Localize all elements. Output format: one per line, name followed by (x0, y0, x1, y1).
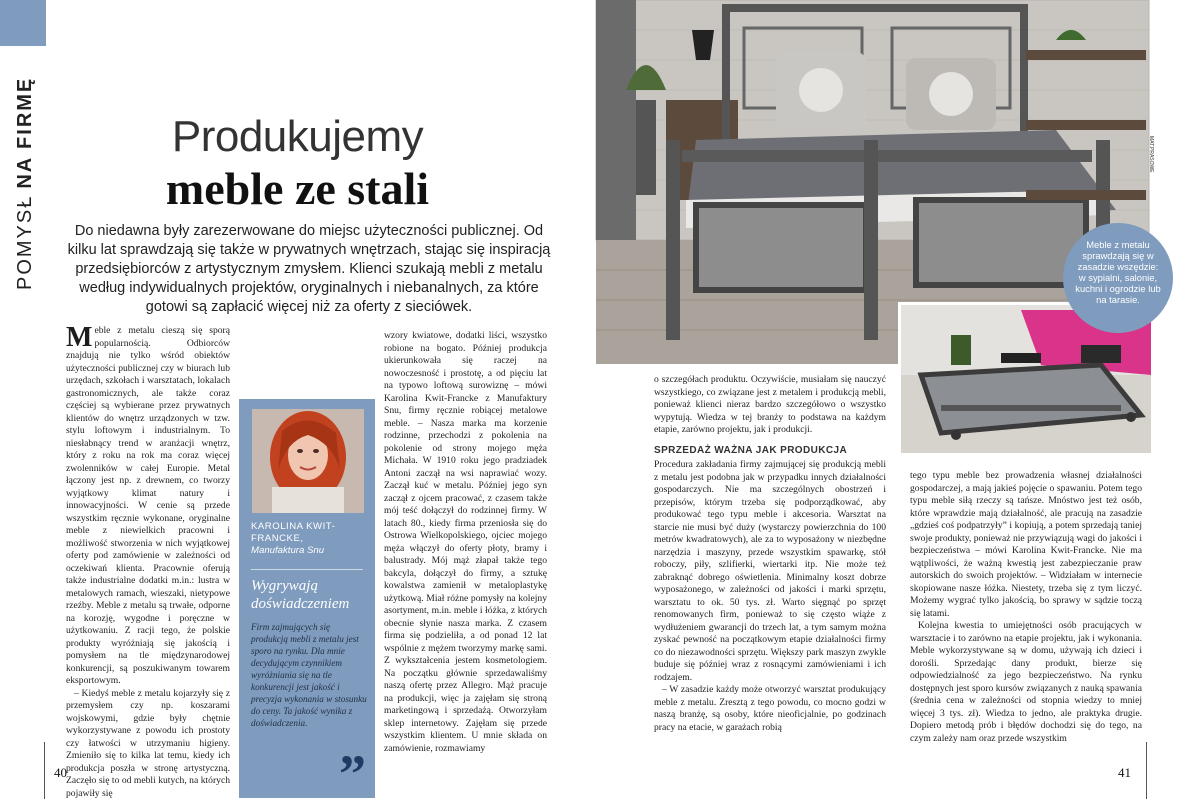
column-1-text-2: – Kiedyś meble z metalu kojarzyły się z przemysłem czy np. koszarami wojskowymi, gdzie były chętnie wykorzystywane z powodu ich prostoty czy łatwości w utrzymaniu higieny. Zmieniło się to kilka lat temu, kiedy ich produkcja poszła w stronę artystyczną. Zaczęło się to od mebli kutych, na których pojawiły się (66, 687, 230, 799)
quote-mark-icon: ” (339, 744, 366, 804)
section-tab-part1: POMYSŁ (14, 194, 36, 290)
person-name: KAROLINA KWIT-FRANCKE, (251, 521, 336, 544)
caption-badge: Meble z metalu sprawdzają się w zasadzie wszędzie: w sypialni, salonie, kuchni i ogrodzie lub na tarasie. (1063, 223, 1173, 333)
column-1-text: eble z metalu cieszą się sporą popularnością. Odbiorców znajdują nie tylko wśród obiektów użyteczności publicznej czy w biurach lub urzędach, szkołach i warsztatach, lokalach gastronomicznych, ale także coraz częściej są wybierane przez prywatnych klientów do wnętrz urządzonych w tzw. stylu loftowym i industrialnym. To niesłabnący trend w aranżacji wnętrz, który z roku na rok ma coraz więcej zwolenników w całej Europie. Metal łączony jest np. z drewnem, co tworzy wyjątkowy klimat natury i innowacyjności. W cenie są przede wszystkim ręcznie wykonane, oryginalne meble z niewielkich pracowni i możliwość stworzenia w nich wyjątkowej oferty pod zamówienie w zależności od oczekiwań klienta. Pracownie oferują także industrialne dodatki m.in.: lustra w metalowych ramach, wieszaki, nietypowe rzeźby. Meble z metalu są trwałe, odporne na korozję, wygodne i poręczne w użytkowaniu. Z racji tego, że polskie produkty wyróżniają się jakością i pomysłem na tle międzynarodowej konkurencji, są poszukiwanym towarem eksportowym. (66, 325, 230, 686)
right-page (596, 0, 1191, 799)
portrait-photo (252, 409, 364, 513)
section-heading: SPRZEDAŻ WAŻNA JAK PRODUKCJA (654, 444, 848, 456)
left-page (0, 0, 595, 804)
section-tab-part2: NA FIRMĘ (14, 76, 36, 189)
quote-body: Firm zajmujących się produkcją mebli z metalu jest sporo na rynku. Dla mnie decydującym czynnikiem wyróżniania się na tle konkurencji jest jakość i precyzja wykonania w stosunku do ceny. Ta jakość wynika z doświadczenia. (251, 622, 367, 728)
column-4-text-2: Kolejna kwestia to umiejętności osób pracujących w warsztacie i to zarówno na etapie projektu, jak i wykonania. Meble wykorzystywane są w domu, używają ich dzieci i dorośli. Sprzedając dany produkt, bierze się odpowiedzialność za jego bezpieczeństwo. Na rynku dostępnych jest sporo kursów związanych z nauką spawania (średnia cena w zależności od stopnia wiedzy to mniej więcej 3 tys. zł). Wiedza to jedno, ale praktyka drugie. Dopiero metodą prób i błędów dochodzi się do tego, na czym zależy nam oraz przede wszystkim (910, 620, 1142, 744)
column-3-text-2: Procedura zakładania firmy zajmującej się produkcją mebli z metalu jest podobna jak w przypadku innych działalności gospodarczych. Nie ma szczególnych obostrzeń i przepisów, którym trzeba się podporządkować, aby produkować tego typu meble i akcesoria. Warsztat na starcie nie musi być duży (wystarczy powierzchnia do 100 metrów kwadratowych), ale za to wyposażony w niezbędne narzędzia i maszyny, przede wszystkim spawarkę, stół roboczy, piły, szlifierki, wiertarki itp. Nie może też zabraknąć dobrego oświetlenia. Minimalny koszt dobrze wyposażonego, w zależności od jakości i marki sprzętu, warsztatu to ok. 50 tys. zł. Warto sięgnąć po sprzęt renomowanych firm, ponieważ to się często wiąże z wydłużeniem gwarancji do trzech lat, a tym samym można zyskać pewność na początkowym etapie działalności firmy co do niezawodności sprzętu. Większy park maszyn zwykle buduje się później wraz z rosnącymi zamówieniami i ich rodzajem. (654, 459, 886, 683)
title-line-2: meble ze stali (165, 163, 430, 214)
photo-credit: MAT.PRASOWE (1148, 136, 1154, 173)
page-rule-right (1146, 742, 1147, 799)
column-4 (910, 470, 1142, 744)
column-2 (384, 330, 547, 754)
lead-paragraph: Do niedawna były zarezerwowane do miejsc użyteczności publicznej. Od kilku lat sprawdzają się także w prywatnych wnętrzach, stając się inspiracją przedsiębiorców z artystycznym zmysłem. Klienci szukają mebli z metalu według indywidualnych projektów, oryginalnych i niebanalnych, za które gotowi są zapłacić więcej niż za oferty z sieciówek. (67, 223, 551, 315)
column-1 (66, 322, 230, 799)
page-number-right: 41 (1118, 765, 1131, 780)
page-number-left: 40 (54, 765, 67, 780)
column-3-text-3: – W zasadzie każdy może otworzyć warsztat produkujący meble z metalu. Zresztą z tego powodu, co mocno godzi w naszą branżę, są osoby, które nieoficjalnie, po godzinach pracy na etacie, w garażach robią (654, 684, 886, 733)
interview-sidebar (239, 399, 375, 804)
column-3-text: o szczegółach produktu. Oczywiście, musiałam się nauczyć wszystkiego, co związane jest z metalem i produkcją mebli, ponieważ klienci nieraz bardzo szczegółowo o wszystko wypytują. Wiedza w tej branży to podstawa na każdym etapie, zarówno projektu, jak i produkcji. (654, 374, 886, 435)
quote-heading: Wygrywają doświadczeniem (251, 578, 350, 612)
column-2-text: wzory kwiatowe, dodatki liści, wszystko robione na bogato. Później produkcja ukierunkowała się raczej na nowoczesność i prostotę, a od pięciu lat na typowo loftową surowiznę – mówi Karolina Kwit-Francke z Manufaktury Snu, firmy ręcznie robiącej metalowe meble. – Nasza marka ma korzenie rodzinne, przechodzi z pokolenia na pokolenie od strony mojego męża Michała. W 1910 roku jego pradziadek Antoni zaczął na wsi naprawiać wozy. Zaczął kuć w metalu. Później jego syn zaczął z ojcem pracować, z czasem także mój teść dołączył do rodzinnej firmy. W latach 80., kiedy firma przeniosła się do Ostrowa Wielkopolskiego, ojciec mojego męża włączył do oferty płoty, bramy i balustrady. Mój mąż złapał także tego bakcyla, dołączył do firmy, a sztukę kowalstwa zamienił w metaloplastykę użytkową. Miał różne pomysły na kolejny asortyment, m.in. meble i łóżka, z których obecnie słynie nasza marka. Z czasem firma się podzieliła, a od ponad 12 lat wspólnie z mężem tworzymy markę sami. Z wykształcenia jestem kosmetologiem. Na początku głównie sprzedawaliśmy naszą ofertę przez Allegro. Mąż pracuje na produkcji, więc ja zajęłam się stroną marketingową i sprzedażą. Otworzyłam sklep internetowy. Zajęłam się przede wszystkim klientem. U mnie składa on zamówienie, rozmawiamy (384, 330, 547, 754)
column-3 (654, 374, 886, 740)
corner-accent-block (0, 0, 46, 46)
sidebar-divider (251, 569, 363, 570)
page-rule-left (44, 742, 45, 799)
dropcap: M (66, 322, 93, 353)
title-line-1: Produkujemy (171, 112, 424, 161)
person-company: Manufaktura Snu (251, 545, 325, 556)
column-4-text: tego typu meble bez prowadzenia własnej działalności gospodarczej, a mają jakieś pojęcie o spawaniu. Potem tego typu meble siłą rzeczy są tańsze. Mnóstwo jest też osób, które wprawdzie mają działalność, ale pracują na zasadzie „gdzieś coś podpatrzyły” i kopiują, a potem sprzedają taniej swoje produkty, ponieważ nie przywiązują wagi do jakości i bezpieczeństwa – mówi Karolina Kwit-Francke. Nie ma wątpliwości, że ważną kwestią jest zabezpieczanie praw autorskich do swoich projektów. – Widziałam w internecie skopiowane nasze łóżka. Niestety, trzeba się z tym liczyć. Możemy wygrać tylko jakością, bo sprawy w sądzie toczą się latami. (910, 470, 1142, 619)
